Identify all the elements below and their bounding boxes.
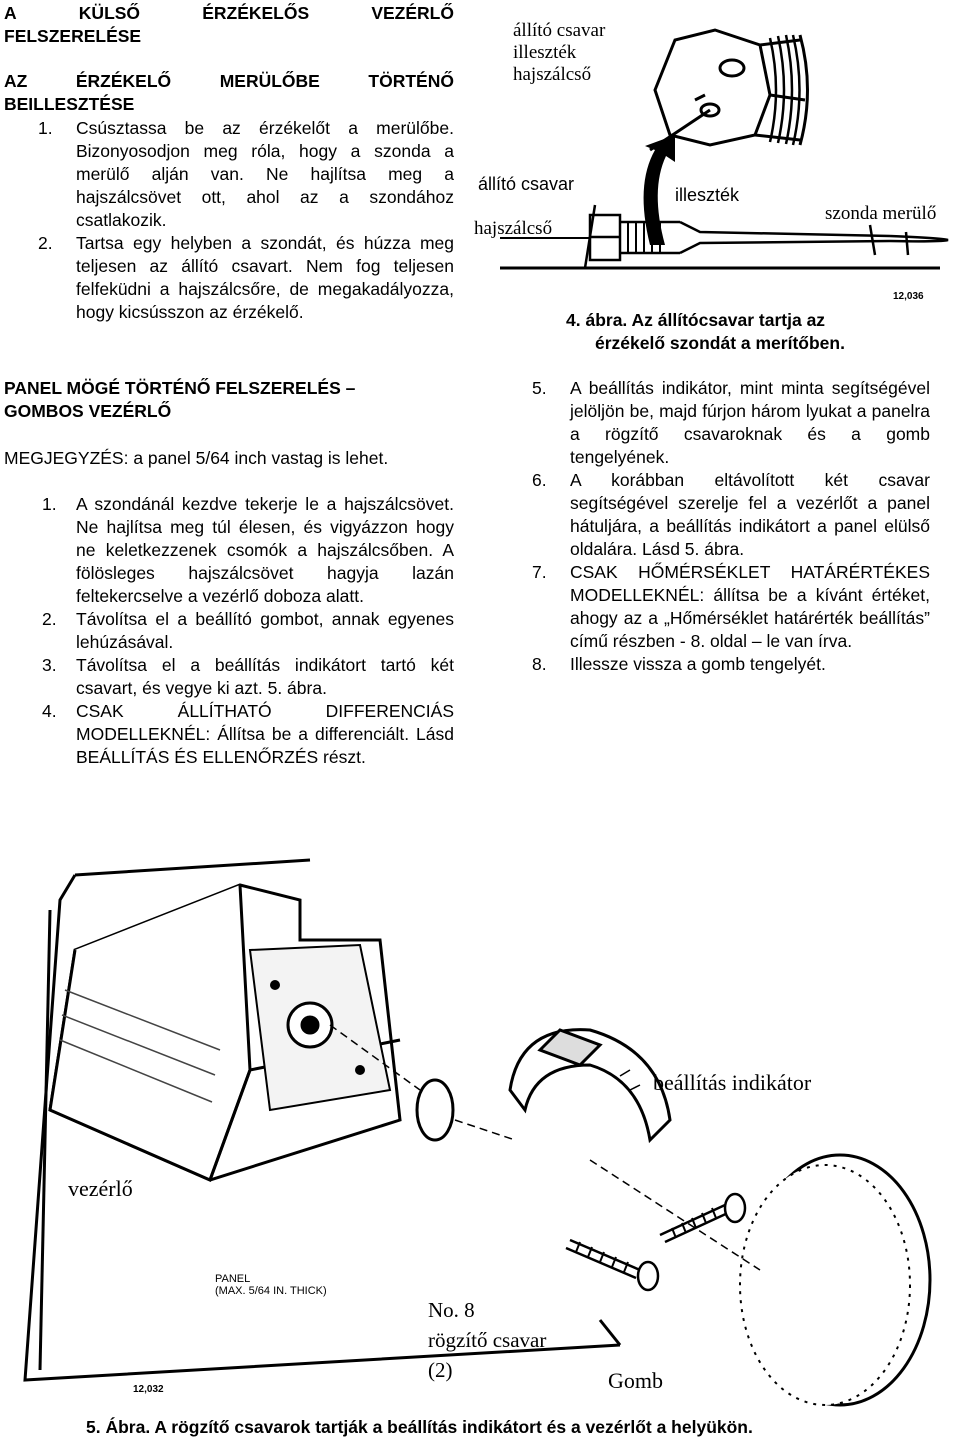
label-control: vezérlő — [68, 1176, 133, 1201]
subtitle-word: ÉRZÉKELŐ — [75, 71, 172, 91]
list-item — [4, 700, 454, 769]
control-box-drawing — [50, 885, 400, 1180]
figure-4-caption-line1: 4. ábra. Az állítócsavar tartja az — [566, 310, 826, 330]
section2-title — [4, 377, 454, 423]
list-item — [498, 653, 930, 676]
step-number: 2. — [38, 233, 53, 253]
list-item — [4, 608, 454, 654]
list-item — [498, 469, 930, 561]
figure-4-caption-line2: érzékelő szondát a merítőben. — [595, 333, 845, 353]
step-text: Távolítsa el a beállítás indikátort tartó két csavart, és vegye ki azt. 5. ábra. — [76, 655, 454, 698]
legend-item: illeszték — [513, 42, 577, 63]
step-text: Csúsztassa be az érzékelőt a merülőbe. Bizonyosodjon meg róla, hogy a szonda a merülő alján van. Ne hajlítsa meg a hajszálcsövet ott, ahol az a szondához csatlakozik. — [76, 118, 454, 230]
list-item — [498, 377, 930, 469]
label-screw — [428, 1295, 546, 1385]
list-item — [4, 654, 454, 700]
panel-note-line: PANEL — [215, 1273, 251, 1285]
panel-note — [215, 1273, 327, 1297]
label-probe: szonda merülő — [825, 203, 937, 224]
title-line1: PANEL MÖGÉ TÖRTÉNŐ FELSZERELÉS – — [4, 378, 356, 398]
step-number: 7. — [532, 562, 547, 582]
section1-subtitle — [4, 70, 454, 116]
step-text: A szondánál kezdve tekerje le a hajszálcsövet. Ne hajlítsa meg túl élesen, és vigyázzon hogy ne keletkezzenek csomók a hajszálcsőben. A fölösleges hajszálcsövet hagyja lazán feltekercselve a vezérlő doboza alatt. — [76, 494, 454, 606]
section1-title — [4, 2, 454, 48]
legend-item: hajszálcső — [513, 64, 592, 85]
label-indicator: beállítás indikátor — [653, 1070, 812, 1095]
figure-5-code: 12,032 — [133, 1384, 164, 1395]
list-item — [4, 493, 454, 608]
step-text: Illessze vissza a gomb tengelyét. — [570, 654, 826, 674]
list-item — [4, 117, 454, 232]
title-word: KÜLSŐ — [78, 3, 141, 23]
step-text: Tartsa egy helyben a szondát, és húzza meg teljesen az állító csavart. Nem fog teljesen felfeküdni a hajszálcsőre, de megakadályozza, hogy kicsússzon az érzékelő. — [76, 233, 454, 322]
subtitle-word: MERÜLŐBE — [219, 71, 320, 91]
step-number: 4. — [42, 701, 57, 721]
legend-item: állító csavar — [513, 20, 606, 41]
knob-drawing — [740, 1155, 930, 1405]
screw-drawing — [566, 1194, 745, 1290]
panel-note-line: (MAX. 5/64 IN. THICK) — [215, 1285, 327, 1297]
subtitle-word: TÖRTÉNŐ — [368, 71, 454, 91]
screw-label-line: No. 8 — [428, 1298, 475, 1322]
label-capillary: hajszálcső — [474, 218, 553, 239]
section2-steps — [4, 493, 454, 769]
step-number: 8. — [532, 654, 547, 674]
step-number: 1. — [38, 118, 53, 138]
label-knob: Gomb — [608, 1368, 663, 1393]
list-item — [4, 232, 454, 324]
indicator-drawing — [510, 1030, 670, 1140]
step-text: Távolítsa el a beállító gombot, annak egyenes lehúzásával. — [76, 609, 454, 652]
step-text: CSAK HŐMÉRSÉKLET HATÁRÉRTÉKES MODELLEKNÉL: állítsa be a kívánt értéket, ahogy az a „Hőmérséklet határérték beállítás” című részben - 8. oldal – le van írva. — [570, 562, 930, 651]
title-word: ÉRZÉKELŐS — [202, 3, 310, 23]
figure-4-legend — [513, 20, 605, 86]
subtitle-word: AZ — [4, 71, 28, 91]
step-number: 1. — [42, 494, 57, 514]
screw-label-line: rögzítő csavar — [428, 1328, 547, 1352]
title-word: VEZÉRLŐ — [371, 3, 454, 23]
section1-steps — [4, 117, 454, 324]
step-number: 2. — [42, 609, 57, 629]
figure-4-code: 12,036 — [893, 291, 924, 302]
step-text: CSAK ÁLLÍTHATÓ DIFFERENCIÁS MODELLEKNÉL: Állítsa be a differenciált. Lásd BEÁLLÍTÁS ÉS ELLENŐRZÉS részt. — [76, 701, 454, 767]
shaft-ring-drawing — [417, 1080, 453, 1140]
step-text: A korábban eltávolított két csavar segítségével szerelje fel a vezérlőt a panel hátuljára, a beállítás indikátort a panel elülső oldalára. Lásd 5. ábra. — [570, 470, 930, 559]
section2-steps-right — [498, 377, 930, 676]
title-line2: FELSZERELÉSE — [4, 26, 142, 46]
figure-5-caption: 5. Ábra. A rögzítő csavarok tartják a beállítás indikátort és a vezérlőt a helyükön. — [86, 1417, 753, 1437]
step-number: 6. — [532, 470, 547, 490]
screw-label-line: (2) — [428, 1358, 453, 1382]
subtitle-line2: BEILLESZTÉSE — [4, 94, 135, 114]
step-number: 5. — [532, 378, 547, 398]
list-item — [498, 561, 930, 653]
step-text: A beállítás indikátor, mint minta segítségével jelöljön be, majd fúrjon három lyukat a panelra a rögzítő csavaroknak és a gomb tengelyének. — [570, 378, 930, 467]
fitting-detail-drawing — [650, 30, 808, 150]
note: MEGJEGYZÉS: a panel 5/64 inch vastag is lehet. — [4, 448, 389, 468]
step-number: 3. — [42, 655, 57, 675]
title-word: A — [4, 3, 17, 23]
label-fitting: illeszték — [675, 185, 740, 205]
title-line2: GOMBOS VEZÉRLŐ — [4, 401, 172, 421]
label-adjusting-screw: állító csavar — [478, 174, 575, 194]
